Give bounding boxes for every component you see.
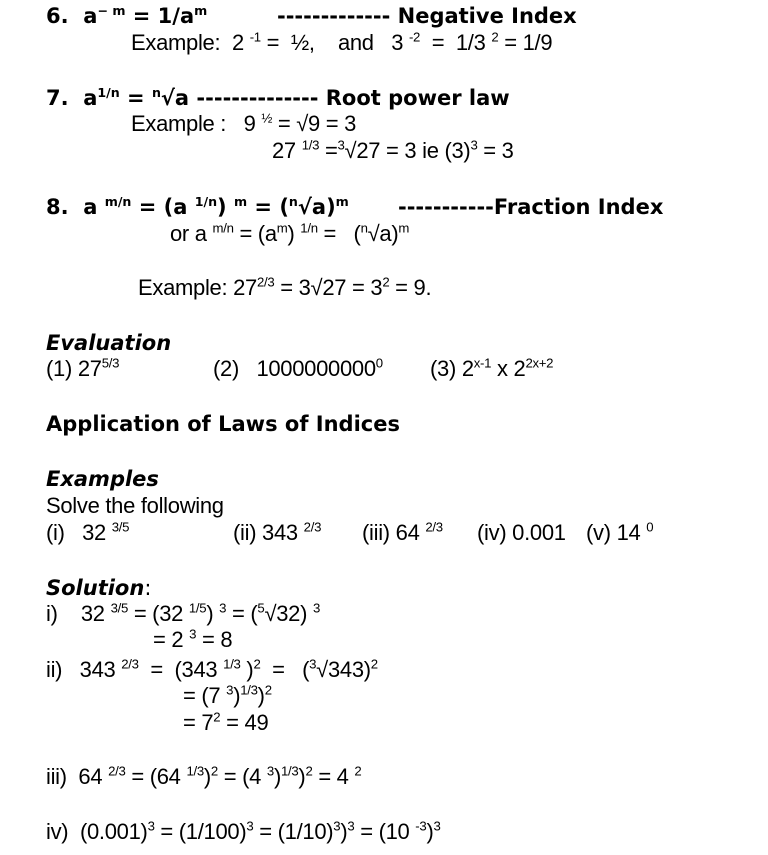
expr-exp: 2 <box>210 763 218 779</box>
expr: 32 <box>82 520 106 545</box>
expr: √343) <box>316 657 371 682</box>
expr-exp: 2 <box>370 656 378 672</box>
law-number: 7. <box>46 86 69 110</box>
expr-exp: x-1 <box>473 355 492 371</box>
expr-exp: 1/3 <box>186 763 204 779</box>
expr-exp: -3 <box>415 818 427 834</box>
expr: 2 <box>231 30 244 55</box>
expr: = √9 = 3 <box>277 111 357 136</box>
item-label: (3) <box>430 356 456 381</box>
expr: ) <box>273 764 281 789</box>
examples-heading: Examples <box>46 467 159 491</box>
expr: = (a <box>239 221 277 246</box>
example-item-v <box>586 521 653 545</box>
law-6-title <box>277 4 577 28</box>
law-6-formula <box>46 4 207 28</box>
formula-base: a <box>83 86 98 110</box>
expr-exp: 2 <box>253 656 261 672</box>
expr-exp: 1/3 <box>280 763 299 779</box>
expr-exp: 1/n <box>300 220 318 236</box>
expr-exp: 2/3 <box>425 519 443 535</box>
item-label: iii) <box>46 764 67 789</box>
expr: ( <box>353 221 361 246</box>
expr-exp: 3 <box>347 818 355 834</box>
formula-part: √a) <box>297 195 336 219</box>
item-label: (1) <box>46 356 72 381</box>
formula-exp: 1/n <box>194 193 218 209</box>
formula-rhs: = 1/a <box>132 4 195 28</box>
expr: ) <box>426 819 434 844</box>
solution-ii-line-1 <box>46 658 378 682</box>
expr-exp: 3 <box>189 626 197 642</box>
expr-exp: 2 <box>354 763 362 779</box>
expr-exp: 5/3 <box>101 355 120 371</box>
conjunction: and <box>337 30 374 55</box>
expr: 3 <box>391 30 404 55</box>
expr-exp: 0 <box>375 355 383 371</box>
expr-exp: 2/3 <box>121 656 139 672</box>
expr: = 49 <box>226 710 269 735</box>
expr: √32) <box>264 601 308 626</box>
expr: = 3√27 = 3 <box>280 275 383 300</box>
solution-i-line-1 <box>46 602 320 626</box>
solution-i-line-2 <box>153 628 232 652</box>
expr: (0.001) <box>79 819 148 844</box>
item-label: iv) <box>46 819 69 844</box>
dash-leader: ------------- <box>277 4 391 28</box>
expr: = 9. <box>395 275 432 300</box>
expr: = 3 <box>483 138 514 163</box>
expr: 27 <box>272 138 296 163</box>
expr-exp: 2/3 <box>303 519 322 535</box>
evaluation-item-1 <box>46 357 119 381</box>
solution-iv-line-1 <box>46 820 441 844</box>
expr-exp: m <box>276 220 288 236</box>
expr: √27 = 3 ie (3) <box>344 138 471 163</box>
expr-exp: ½ <box>261 110 273 126</box>
expr-exp: 3 <box>226 682 234 698</box>
law-8-example <box>138 276 431 300</box>
expr-exp: -1 <box>249 29 261 45</box>
expr: = (64 <box>131 764 181 789</box>
item-label: (i) <box>46 520 65 545</box>
solution-heading <box>46 576 151 600</box>
expr-exp: 2 <box>382 274 390 290</box>
dash-leader: ----------- <box>398 195 494 219</box>
solution-heading-text: Solution <box>46 576 145 600</box>
expr-exp: 0 <box>646 519 654 535</box>
formula-base: a <box>83 4 98 28</box>
example-item-iii <box>362 521 443 545</box>
root-index: 3 <box>309 656 317 672</box>
expr: ) <box>246 657 254 682</box>
expr: = 2 <box>153 627 184 652</box>
evaluation-heading: Evaluation <box>46 331 172 355</box>
root-index: n <box>288 193 298 209</box>
expr: = ( <box>232 601 258 626</box>
expr-exp: 2 <box>305 763 313 779</box>
expr: = (7 <box>183 683 221 708</box>
expr: 64 <box>78 764 103 789</box>
solution-ii-line-2 <box>183 684 272 708</box>
example-label: Example: <box>131 30 221 55</box>
formula-rhs: √a <box>160 86 190 110</box>
formula-part: = (a <box>138 195 188 219</box>
expr: 27 <box>233 275 257 300</box>
solution-ii-line-3 <box>183 711 268 735</box>
expr: = (1/10) <box>259 819 334 844</box>
expr: 27 <box>77 356 102 381</box>
expr: = <box>323 221 337 246</box>
example-label: Example: <box>138 275 228 300</box>
formula-exp: m/n <box>104 193 132 209</box>
expr-exp: 2 <box>264 682 272 698</box>
expr: √a) <box>367 221 399 246</box>
expr: 343 <box>262 520 298 545</box>
item-label: (ii) <box>233 520 257 545</box>
expr-exp: 1/3 <box>240 682 258 698</box>
example-label: Example : <box>131 111 227 136</box>
expr: = (343 <box>150 657 218 682</box>
formula-eq: = <box>127 86 152 110</box>
root-index: 3 <box>337 137 345 153</box>
expr-exp: 3 <box>433 818 441 834</box>
item-label: (iv) <box>477 520 507 545</box>
law-number: 8. <box>46 195 69 219</box>
law-name: Root power law <box>325 86 510 110</box>
expr-exp: 3 <box>333 818 341 834</box>
expr: x 2 <box>496 356 526 381</box>
expr-exp: m <box>398 220 410 236</box>
item-label: (v) <box>586 520 611 545</box>
expr-exp: 3 <box>312 600 320 616</box>
expr: 14 <box>616 520 641 545</box>
expr: = (1/100) <box>160 819 247 844</box>
expr: = ½, <box>266 30 315 55</box>
root-index: n <box>360 220 368 236</box>
expr: ) <box>257 683 265 708</box>
formula-exp: − m <box>97 2 126 18</box>
example-item-i <box>46 521 129 545</box>
expr: = 8 <box>201 627 233 652</box>
item-label: (iii) <box>362 520 390 545</box>
item-label: ii) <box>46 657 63 682</box>
item-label: (2) <box>213 356 239 381</box>
expr-exp: 3/5 <box>111 519 130 535</box>
law-7-formula <box>46 86 510 110</box>
expr: = 7 <box>183 710 214 735</box>
expr: = <box>324 138 338 163</box>
example-item-iv <box>477 521 566 545</box>
law-name: Fraction Index <box>493 195 664 219</box>
law-8-alt <box>170 222 409 246</box>
example-item-ii <box>233 521 321 545</box>
expr-exp: 1/3 <box>223 656 241 672</box>
expr: ) <box>287 221 295 246</box>
expr: ) <box>340 819 348 844</box>
dash-leader: -------------- <box>196 86 319 110</box>
formula-part: = ( <box>254 195 289 219</box>
law-8-formula <box>46 195 349 219</box>
expr-exp: 1/5 <box>188 600 207 616</box>
expr: 9 <box>243 111 256 136</box>
expr: ) <box>206 601 214 626</box>
expr: = 4 <box>318 764 349 789</box>
evaluation-item-2 <box>213 357 383 381</box>
expr-exp: 2/3 <box>257 274 275 290</box>
formula-exp: 1/n <box>97 84 120 100</box>
law-name: Negative Index <box>397 4 577 28</box>
expr: = ( <box>272 657 310 682</box>
expr-exp: 3 <box>470 137 478 153</box>
expr-exp: 2 <box>491 29 499 45</box>
law-6-example <box>131 31 552 55</box>
expr-exp: 2x+2 <box>525 355 554 371</box>
expr: ) <box>298 764 306 789</box>
expr: = (10 <box>360 819 410 844</box>
expr: 64 <box>395 520 420 545</box>
expr: 1000000000 <box>256 356 376 381</box>
expr: 0.001 <box>512 520 566 545</box>
examples-instruction: Solve the following <box>46 493 224 518</box>
formula-base: a <box>83 195 98 219</box>
expr-exp: -2 <box>408 29 421 45</box>
law-7-example-1 <box>131 112 356 136</box>
formula-exp: m <box>233 193 248 209</box>
formula-part: ) <box>217 195 227 219</box>
root-index: 5 <box>257 600 265 616</box>
expr-exp: m/n <box>212 220 234 236</box>
expr-exp: 3 <box>266 763 274 779</box>
expr-exp: 3/5 <box>110 600 128 616</box>
expr: 343 <box>79 657 116 682</box>
expr: = (32 <box>133 601 184 626</box>
expr: ) <box>203 764 211 789</box>
expr: or a <box>170 221 207 246</box>
expr-exp: 1/3 <box>301 137 320 153</box>
law-7-example-2 <box>272 139 514 163</box>
expr-exp: 2/3 <box>108 763 126 779</box>
expr-exp: 2 <box>213 709 221 725</box>
expr: = (4 <box>223 764 262 789</box>
root-index: n <box>151 84 161 100</box>
expr-exp: 3 <box>219 600 227 616</box>
expr-exp: 3 <box>246 818 254 834</box>
item-label: i) <box>46 601 58 626</box>
formula-exp: m <box>335 193 349 209</box>
expr-exp: 3 <box>147 818 155 834</box>
expr: ) <box>233 683 241 708</box>
expr: = 1/9 <box>504 30 553 55</box>
expr: 2 <box>461 356 474 381</box>
evaluation-item-3 <box>430 357 553 381</box>
application-heading: Application of Laws of Indices <box>46 412 400 436</box>
formula-rhs-exp: m <box>194 2 208 18</box>
expr: = 1/3 <box>431 30 486 55</box>
solution-colon: : <box>144 576 152 600</box>
solution-iii-line-1 <box>46 765 361 789</box>
law-number: 6. <box>46 4 69 28</box>
expr: 32 <box>80 601 105 626</box>
law-8-title <box>398 195 663 219</box>
